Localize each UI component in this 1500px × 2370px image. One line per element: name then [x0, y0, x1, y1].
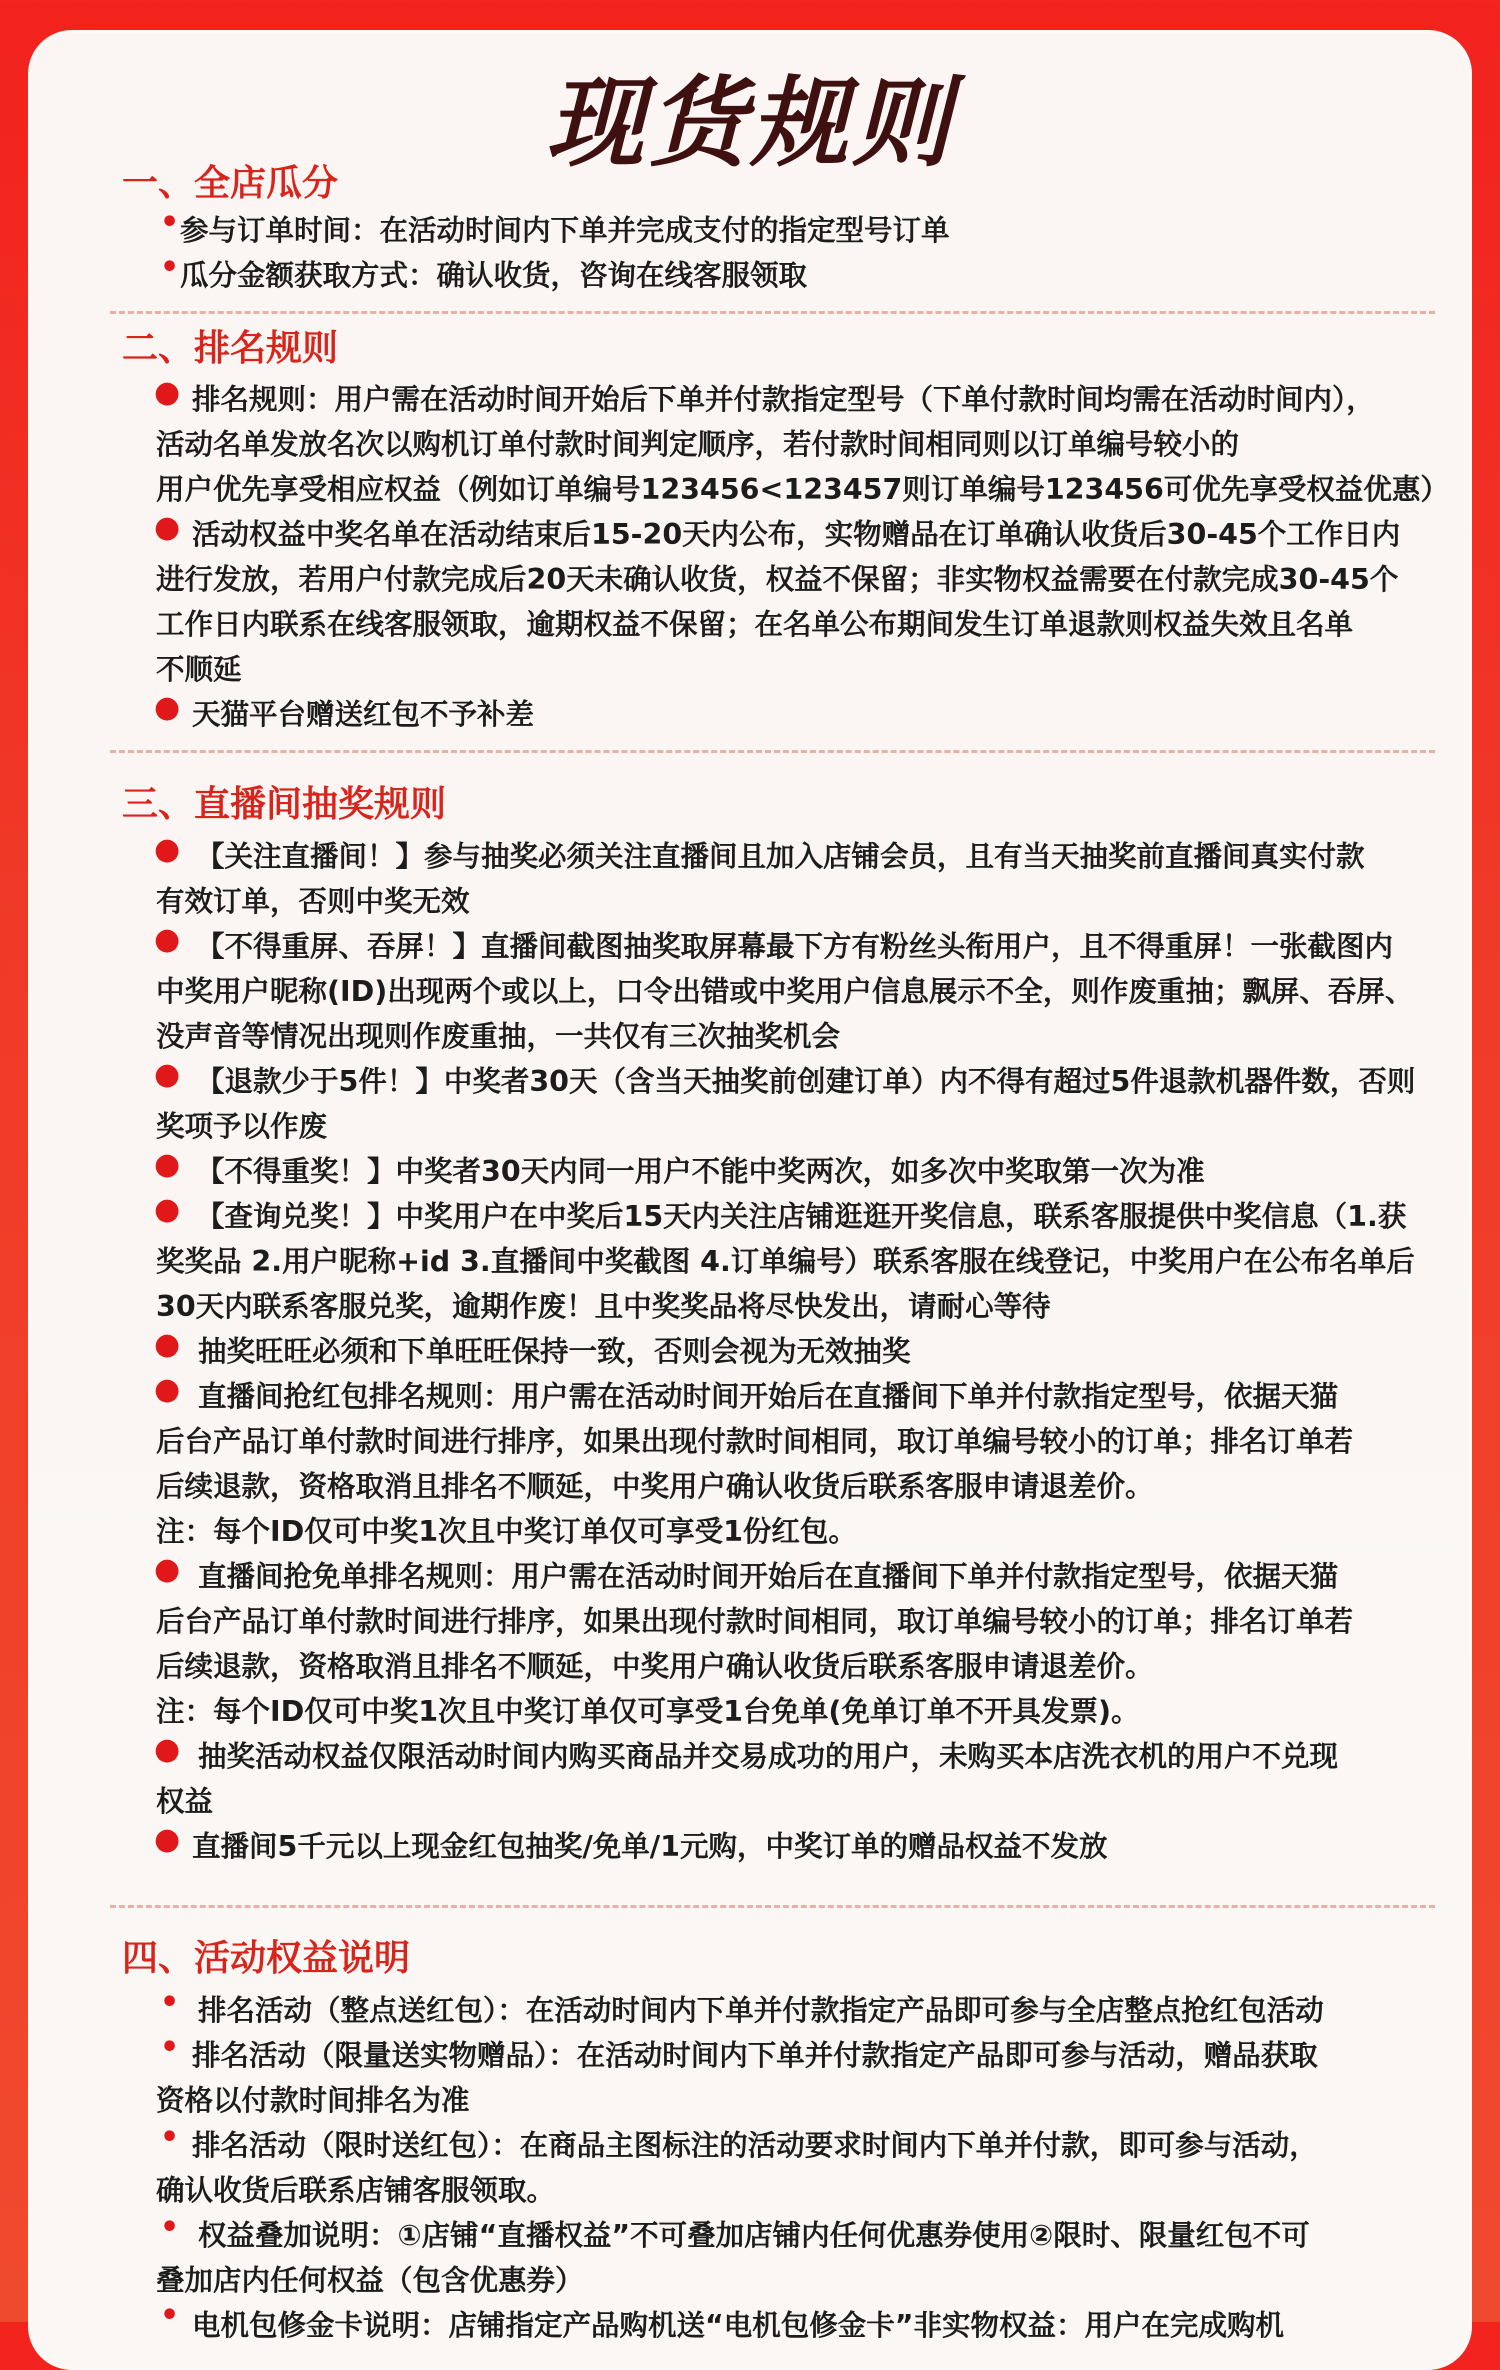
- rule-line: 进行发放，若用户付款完成后20天未确认收货，权益不保留；非实物权益需要在付款完成30-45个: [156, 563, 1399, 596]
- rule-line: 后台产品订单付款时间进行排序，如果出现付款时间相同，取订单编号较小的订单；排名订单若: [156, 1605, 1354, 1638]
- rule-line: 活动权益中奖名单在活动结束后15-20天内公布，实物赠品在订单确认收货后30-45个工作日内: [192, 518, 1401, 551]
- bullet-dot-icon: ●: [154, 1327, 181, 1362]
- bullet-dot-icon: •: [160, 205, 180, 240]
- bullet-dot-icon: ●: [154, 1822, 181, 1857]
- rule-line: 中奖用户昵称(ID)出现两个或以上，口令出错或中奖用户信息展示不全，则作废重抽；飘屏、吞屏、: [156, 975, 1414, 1008]
- page-title: 现货规则: [545, 66, 954, 181]
- rule-line: 排名活动（限时送红包）：在商品主图标注的活动要求时间内下单并付款，即可参与活动，: [192, 2129, 1318, 2162]
- section-divider: [110, 1905, 1435, 1908]
- rule-line: 参与订单时间：在活动时间内下单并完成支付的指定型号订单: [180, 214, 950, 247]
- bullet-dot-icon: ●: [154, 1552, 181, 1587]
- rule-line: 后续退款，资格取消且排名不顺延，中奖用户确认收货后联系客服申请退差价。: [156, 1650, 1154, 1683]
- rule-line: 【关注直播间！】参与抽奖必须关注直播间且加入店铺会员，且有当天抽奖前直播间真实付款: [196, 840, 1365, 873]
- bullet-dot-icon: •: [160, 250, 180, 285]
- bullet-dot-icon: ●: [154, 690, 181, 725]
- bullet-dot-icon: ●: [154, 1192, 181, 1227]
- rule-line: 活动名单发放名次以购机订单付款时间判定顺序，若付款时间相同则以订单编号较小的: [156, 428, 1240, 461]
- rule-line: 工作日内联系在线客服领取，逾期权益不保留；在名单公布期间发生订单退款则权益失效且名单: [156, 608, 1354, 641]
- rule-line: 30天内联系客服兑奖，逾期作废！且中奖奖品将尽快发出，请耐心等待: [156, 1290, 1051, 1323]
- rule-line: 天猫平台赠送红包不予补差: [192, 698, 535, 731]
- rule-line: 有效订单，否则中奖无效: [156, 885, 470, 918]
- rule-line: 权益叠加说明：①店铺“直播权益”不可叠加店铺内任何优惠券使用②限时、限量红包不可: [198, 2219, 1310, 2252]
- rule-line: 电机包修金卡说明：店铺指定产品购机送“电机包修金卡”非实物权益：用户在完成购机: [192, 2309, 1284, 2342]
- rule-line: 【不得重奖！】中奖者30天内同一用户不能中奖两次，如多次中奖取第一次为准: [196, 1155, 1205, 1188]
- bullet-dot-icon: •: [160, 1985, 180, 2020]
- bullet-dot-icon: ●: [154, 510, 181, 545]
- bullet-dot-icon: ●: [154, 1147, 181, 1182]
- rule-line: 资格以付款时间排名为准: [156, 2084, 470, 2117]
- rule-line: 不顺延: [156, 653, 242, 686]
- rule-line: 确认收货后联系店铺客服领取。: [156, 2174, 556, 2207]
- bullet-dot-icon: •: [160, 2210, 180, 2245]
- rule-line: 后台产品订单付款时间进行排序，如果出现付款时间相同，取订单编号较小的订单；排名订单若: [156, 1425, 1354, 1458]
- bullet-dot-icon: •: [160, 2298, 180, 2333]
- rule-line: 奖项予以作废: [156, 1110, 328, 1143]
- bullet-dot-icon: ●: [154, 1057, 181, 1092]
- section-title-4: 四、活动权益说明: [122, 1938, 411, 1979]
- rule-line: 没声音等情况出现则作废重抽，一共仅有三次抽奖机会: [156, 1020, 841, 1053]
- section-title-3: 三、直播间抽奖规则: [122, 784, 447, 825]
- rule-line: 排名活动（整点送红包）：在活动时间内下单并付款指定产品即可参与全店整点抢红包活动: [198, 1994, 1324, 2027]
- rule-line: 注：每个ID仅可中奖1次且中奖订单仅可享受1台免单(免单订单不开具发票)。: [156, 1695, 1140, 1728]
- section-title-2: 二、排名规则: [122, 328, 339, 369]
- bullet-dot-icon: •: [160, 2120, 180, 2155]
- rule-line: 直播间抢红包排名规则：用户需在活动时间开始后在直播间下单并付款指定型号，依据天猫: [198, 1380, 1339, 1413]
- rule-line: 抽奖活动权益仅限活动时间内购买商品并交易成功的用户，未购买本店洗衣机的用户不兑现: [198, 1740, 1339, 1773]
- rule-line: 注：每个ID仅可中奖1次且中奖订单仅可享受1份红包。: [156, 1515, 857, 1548]
- bullet-dot-icon: ●: [154, 922, 181, 957]
- section-divider: [110, 750, 1435, 753]
- bullet-dot-icon: ●: [154, 1732, 181, 1767]
- rule-line: 直播间5千元以上现金红包抽奖/免单/1元购，中奖订单的赠品权益不发放: [192, 1830, 1108, 1863]
- bullet-dot-icon: ●: [154, 375, 181, 410]
- section-divider: [110, 311, 1435, 314]
- rule-line: 权益: [156, 1785, 214, 1818]
- rule-line: 直播间抢免单排名规则：用户需在活动时间开始后在直播间下单并付款指定型号，依据天猫: [198, 1560, 1339, 1593]
- rule-line: 抽奖旺旺必须和下单旺旺保持一致，否则会视为无效抽奖: [198, 1335, 911, 1368]
- rule-line: 排名规则：用户需在活动时间开始后下单并付款指定型号（下单付款时间均需在活动时间内），: [192, 383, 1375, 416]
- rule-line: 【退款少于5件！】中奖者30天（含当天抽奖前创建订单）内不得有超过5件退款机器件数，否则: [196, 1065, 1416, 1098]
- rule-line: 【不得重屏、吞屏！】直播间截图抽奖取屏幕最下方有粉丝头衔用户，且不得重屏！一张截图内: [196, 930, 1394, 963]
- rule-line: 瓜分金额获取方式：确认收货，咨询在线客服领取: [180, 259, 808, 292]
- bullet-dot-icon: •: [160, 2030, 180, 2065]
- rule-line: 排名活动（限量送实物赠品）：在活动时间内下单并付款指定产品即可参与活动，赠品获取: [192, 2039, 1318, 2072]
- bullet-dot-icon: ●: [154, 1372, 181, 1407]
- bullet-dot-icon: ●: [154, 832, 181, 867]
- rule-line: 奖奖品 2.用户昵称+id 3.直播间中奖截图 4.订单编号）联系客服在线登记，中奖用户在公布名单后: [156, 1245, 1415, 1278]
- rule-line: 【查询兑奖！】中奖用户在中奖后15天内关注店铺逛逛开奖信息，联系客服提供中奖信息（1.获: [196, 1200, 1407, 1233]
- section-title-1: 一、全店瓜分: [122, 163, 339, 204]
- rule-line: 后续退款，资格取消且排名不顺延，中奖用户确认收货后联系客服申请退差价。: [156, 1470, 1154, 1503]
- rule-line: 用户优先享受相应权益（例如订单编号123456<123457则订单编号123456可优先享受权益优惠）: [156, 473, 1449, 506]
- rule-line: 叠加店内任何权益（包含优惠券）: [156, 2264, 584, 2297]
